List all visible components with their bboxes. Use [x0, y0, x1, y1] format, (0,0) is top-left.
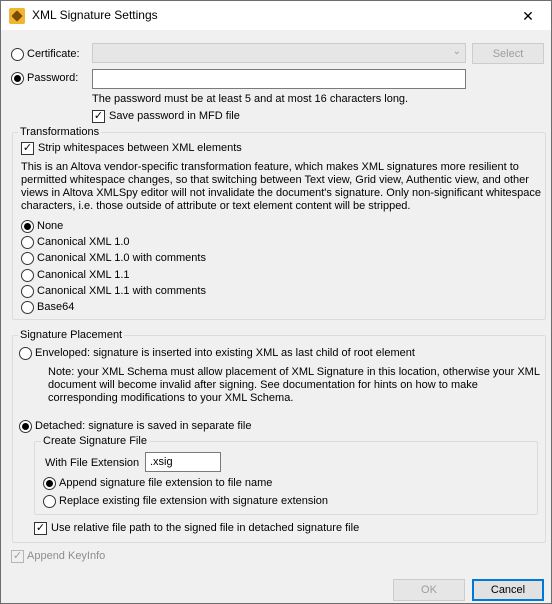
select-certificate-button[interactable]: Select [472, 43, 544, 64]
append-extension-label: Append signature file extension to file name [59, 477, 273, 489]
file-extension-label: With File Extension [45, 457, 140, 469]
placement-note-line: corresponding modifications to your XML Schema. [48, 392, 294, 404]
transform-option-label: Canonical XML 1.0 with comments [37, 252, 206, 264]
password-label: Password: [27, 72, 79, 84]
password-radio[interactable] [11, 72, 24, 85]
transform-option-base64-radio[interactable] [21, 301, 34, 314]
certificate-label: Certificate: [27, 48, 80, 60]
transformation-description-line: views in Altova XMLSpy editor will not invalidate the document's signature. Only non-significant whitespace [21, 187, 541, 199]
transform-option-label: Canonical XML 1.0 [37, 236, 130, 248]
cancel-button[interactable]: Cancel [472, 579, 544, 601]
strip-whitespace-checkbox[interactable]: ✓ [22, 142, 33, 154]
app-logo-icon [9, 8, 25, 24]
signature-placement-legend: Signature Placement [20, 329, 123, 341]
transformation-description-line: permitted whitespace changes, so that switching between Text view, Grid view, Authentic view, and other [21, 174, 529, 186]
transform-option-label: Base64 [37, 301, 75, 313]
save-password-checkbox[interactable]: ✓ [93, 110, 104, 122]
detached-radio[interactable] [19, 420, 32, 433]
placement-note-line: document will become invalid after signing. See documentation for hints on how to make [48, 379, 478, 391]
title-bar [1, 1, 551, 31]
password-field[interactable] [92, 69, 466, 89]
create-signature-file-legend: Create Signature File [43, 435, 147, 447]
save-password-label: Save password in MFD file [109, 110, 240, 122]
ok-button[interactable]: OK [393, 579, 465, 601]
append-keyinfo-checkbox[interactable]: ✓ [12, 550, 23, 562]
detached-label: Detached: signature is saved in separate file [35, 420, 252, 432]
replace-extension-label: Replace existing file extension with signature extension [59, 495, 329, 507]
close-button[interactable]: ✕ [522, 8, 534, 24]
window-title: XML Signature Settings [32, 8, 158, 22]
file-extension-input[interactable]: .xsig [145, 452, 221, 472]
transformation-description-line: This is an Altova vendor-specific transformation feature, which makes XML signatures more resilient to [21, 161, 519, 173]
transform-option-label: Canonical XML 1.1 with comments [37, 285, 206, 297]
transformation-description-line: characters, i.e. those outside of attribute or text element content will be stripped. [21, 200, 411, 212]
password-hint: The password must be at least 5 and at most 16 characters long. [92, 93, 409, 105]
transform-option-c14n-radio[interactable] [21, 236, 34, 249]
relative-path-label: Use relative file path to the signed file in detached signature file [51, 522, 360, 534]
certificate-select[interactable] [92, 43, 466, 63]
replace-extension-radio[interactable] [43, 495, 56, 508]
transform-option-none-radio[interactable] [21, 220, 34, 233]
transform-option-c14n-comments-radio[interactable] [21, 252, 34, 265]
strip-whitespace-label: Strip whitespaces between XML elements [38, 142, 242, 154]
placement-note-line: Note: your XML Schema must allow placement of XML Signature in this location, otherwise your XML [48, 366, 540, 378]
enveloped-label: Enveloped: signature is inserted into existing XML as last child of root element [35, 347, 415, 359]
relative-path-checkbox[interactable]: ✓ [35, 522, 46, 534]
certificate-radio[interactable] [11, 48, 24, 61]
chevron-down-icon: ⌄ [452, 46, 461, 57]
enveloped-radio[interactable] [19, 347, 32, 360]
transform-option-label: None [37, 220, 64, 232]
append-extension-radio[interactable] [43, 477, 56, 490]
transformations-legend: Transformations [20, 126, 100, 138]
transform-option-c14n11-comments-radio[interactable] [21, 285, 34, 298]
transform-option-c14n11-radio[interactable] [21, 269, 34, 282]
append-keyinfo-label: Append KeyInfo [27, 550, 106, 562]
transform-option-label: Canonical XML 1.1 [37, 269, 130, 281]
